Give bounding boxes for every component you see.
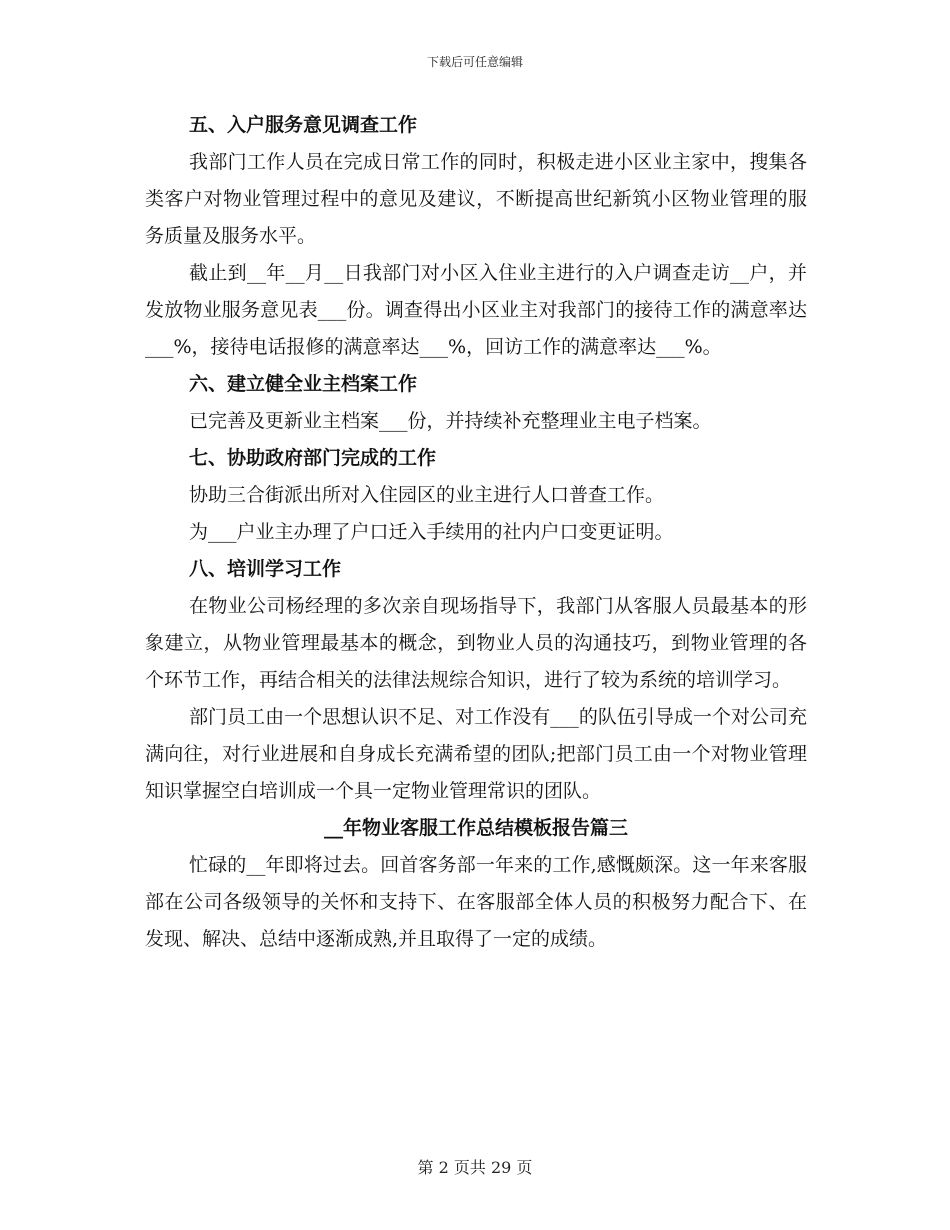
- section-heading: 五、入户服务意见调查工作: [189, 114, 418, 136]
- document-body: [145, 107, 807, 958]
- paragraph: 为___户业主办理了户口迁入手续用的社内户口变更证明。: [189, 521, 674, 543]
- section-heading: 七、协助政府部门完成的工作: [189, 447, 437, 469]
- report-title: __年物业客服工作总结模板报告篇三: [323, 817, 628, 839]
- paragraph: 忙碌的__年即将过去。回首客务部一年来的工作,感慨颇深。这一年来客服部在公司各级领导的关怀和支持下、在客服部全体人员的积极努力配合下、在发现、解决、总结中逐渐成熟,并且取得了一定的成绩。: [145, 854, 807, 950]
- paragraph: 截止到__年__月__日我部门对小区入住业主进行的入户调查走访__户，并发放物业服务意见表___份。调查得出小区业主对我部门的接待工作的满意率达___%，接待电话报修的满意率达___%，回访工作的满意率达___%。: [145, 262, 807, 358]
- section-heading: 六、建立健全业主档案工作: [189, 373, 418, 395]
- page-footer: 第 2 页共 29 页: [417, 1158, 533, 1177]
- section-heading: 八、培训学习工作: [189, 558, 342, 580]
- paragraph: 协助三合街派出所对入住园区的业主进行人口普查工作。: [189, 484, 665, 506]
- paragraph: 我部门工作人员在完成日常工作的同时，积极走进小区业主家中，搜集各类客户对物业管理过程中的意见及建议，不断提高世纪新筑小区物业管理的服务质量及服务水平。: [145, 151, 807, 247]
- paragraph: 已完善及更新业主档案___份，并持续补充整理业主电子档案。: [189, 410, 712, 432]
- paragraph: 部门员工由一个思想认识不足、对工作没有___的队伍引导成一个对公司充满向往，对行业进展和自身成长充满希望的团队;把部门员工由一个对物业管理知识掌握空白培训成一个具一定物业管理常识的团队。: [145, 706, 807, 802]
- paragraph: 在物业公司杨经理的多次亲自现场指导下，我部门从客服人员最基本的形象建立，从物业管理最基本的概念，到物业人员的沟通技巧，到物业管理的各个环节工作，再结合相关的法律法规综合知识，进行了较为系统的培训学习。: [145, 595, 807, 691]
- page-header: 下载后可任意编辑: [426, 55, 523, 69]
